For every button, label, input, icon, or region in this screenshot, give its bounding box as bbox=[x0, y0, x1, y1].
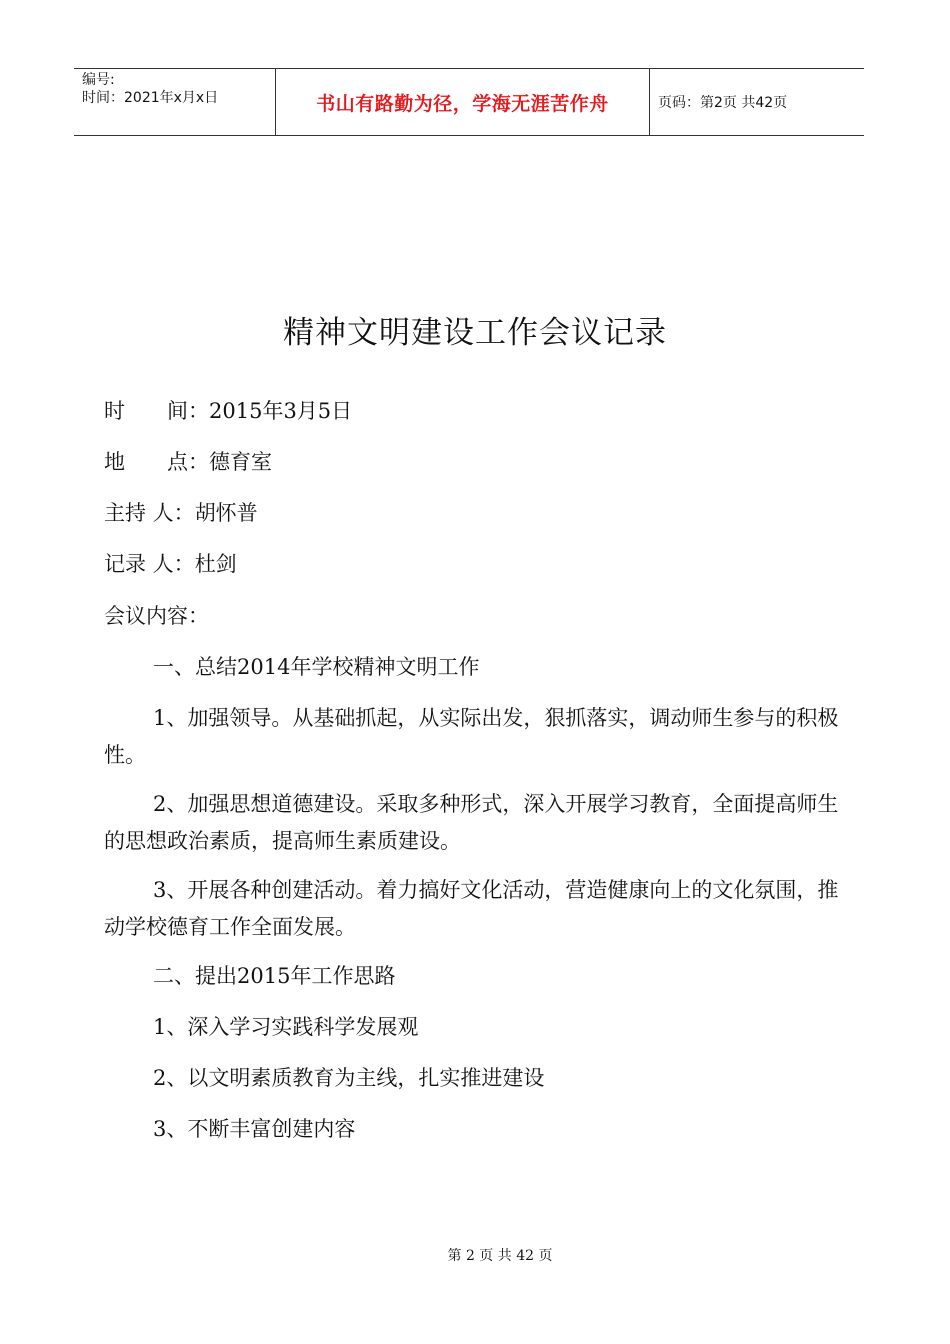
section1-item-3: 3、开展各种创建活动。着力搞好文化活动，营造健康向上的文化氛围，推动学校德育工作全面发展。 bbox=[104, 878, 839, 939]
meta-recorder bbox=[104, 550, 237, 578]
meta-recorder-value: 杜剑 bbox=[194, 552, 237, 576]
section1-item-1: 1、加强领导。从基础抓起，从实际出发，狠抓落实，调动师生参与的积极性。 bbox=[104, 706, 839, 767]
meta-time-value: 2015年3月5日 bbox=[209, 399, 353, 423]
meta-recorder-label: 记录 人： bbox=[104, 552, 195, 576]
meta-location bbox=[104, 448, 272, 476]
header-right-cell bbox=[650, 69, 864, 135]
meta-location-value: 德育室 bbox=[209, 450, 272, 474]
meta-host-value: 胡怀普 bbox=[194, 501, 258, 525]
content-label: 会议内容： bbox=[104, 604, 209, 628]
section2-item-2: 2、以文明素质教育为主线，扎实推进建设 bbox=[153, 1066, 545, 1090]
header-motto: 书山有路勤为径，学海无涯苦作舟 bbox=[316, 93, 609, 115]
meta-host-label: 主持 人： bbox=[104, 501, 195, 525]
page-footer: 第 2 页 共 42 页 bbox=[447, 1248, 553, 1264]
section2-item-3: 3、不断丰富创建内容 bbox=[153, 1117, 356, 1141]
meta-location-label: 地 点： bbox=[104, 450, 209, 474]
meta-host bbox=[104, 499, 258, 527]
section1-item-2: 2、加强思想道德建设。采取多种形式，深入开展学习教育，全面提高师生的思想政治素质，提高师生素质建设。 bbox=[104, 792, 839, 853]
header-page-info: 页码：第2页 共42页 bbox=[658, 95, 788, 111]
meta-time bbox=[104, 397, 352, 425]
document-time-label: 时间：2021年x月x日 bbox=[82, 90, 219, 106]
section2-item-1: 1、深入学习实践科学发展观 bbox=[153, 1015, 419, 1039]
header-left-cell bbox=[74, 69, 276, 135]
document-title: 精神文明建设工作会议记录 bbox=[283, 315, 667, 351]
header-middle-cell bbox=[276, 69, 650, 135]
section1-heading: 一、总结2014年学校精神文明工作 bbox=[153, 655, 480, 679]
document-number-label: 编号: bbox=[82, 72, 115, 88]
section2-heading: 二、提出2015年工作思路 bbox=[153, 964, 396, 988]
meta-time-label: 时 间： bbox=[104, 399, 209, 423]
page-header bbox=[74, 68, 864, 136]
